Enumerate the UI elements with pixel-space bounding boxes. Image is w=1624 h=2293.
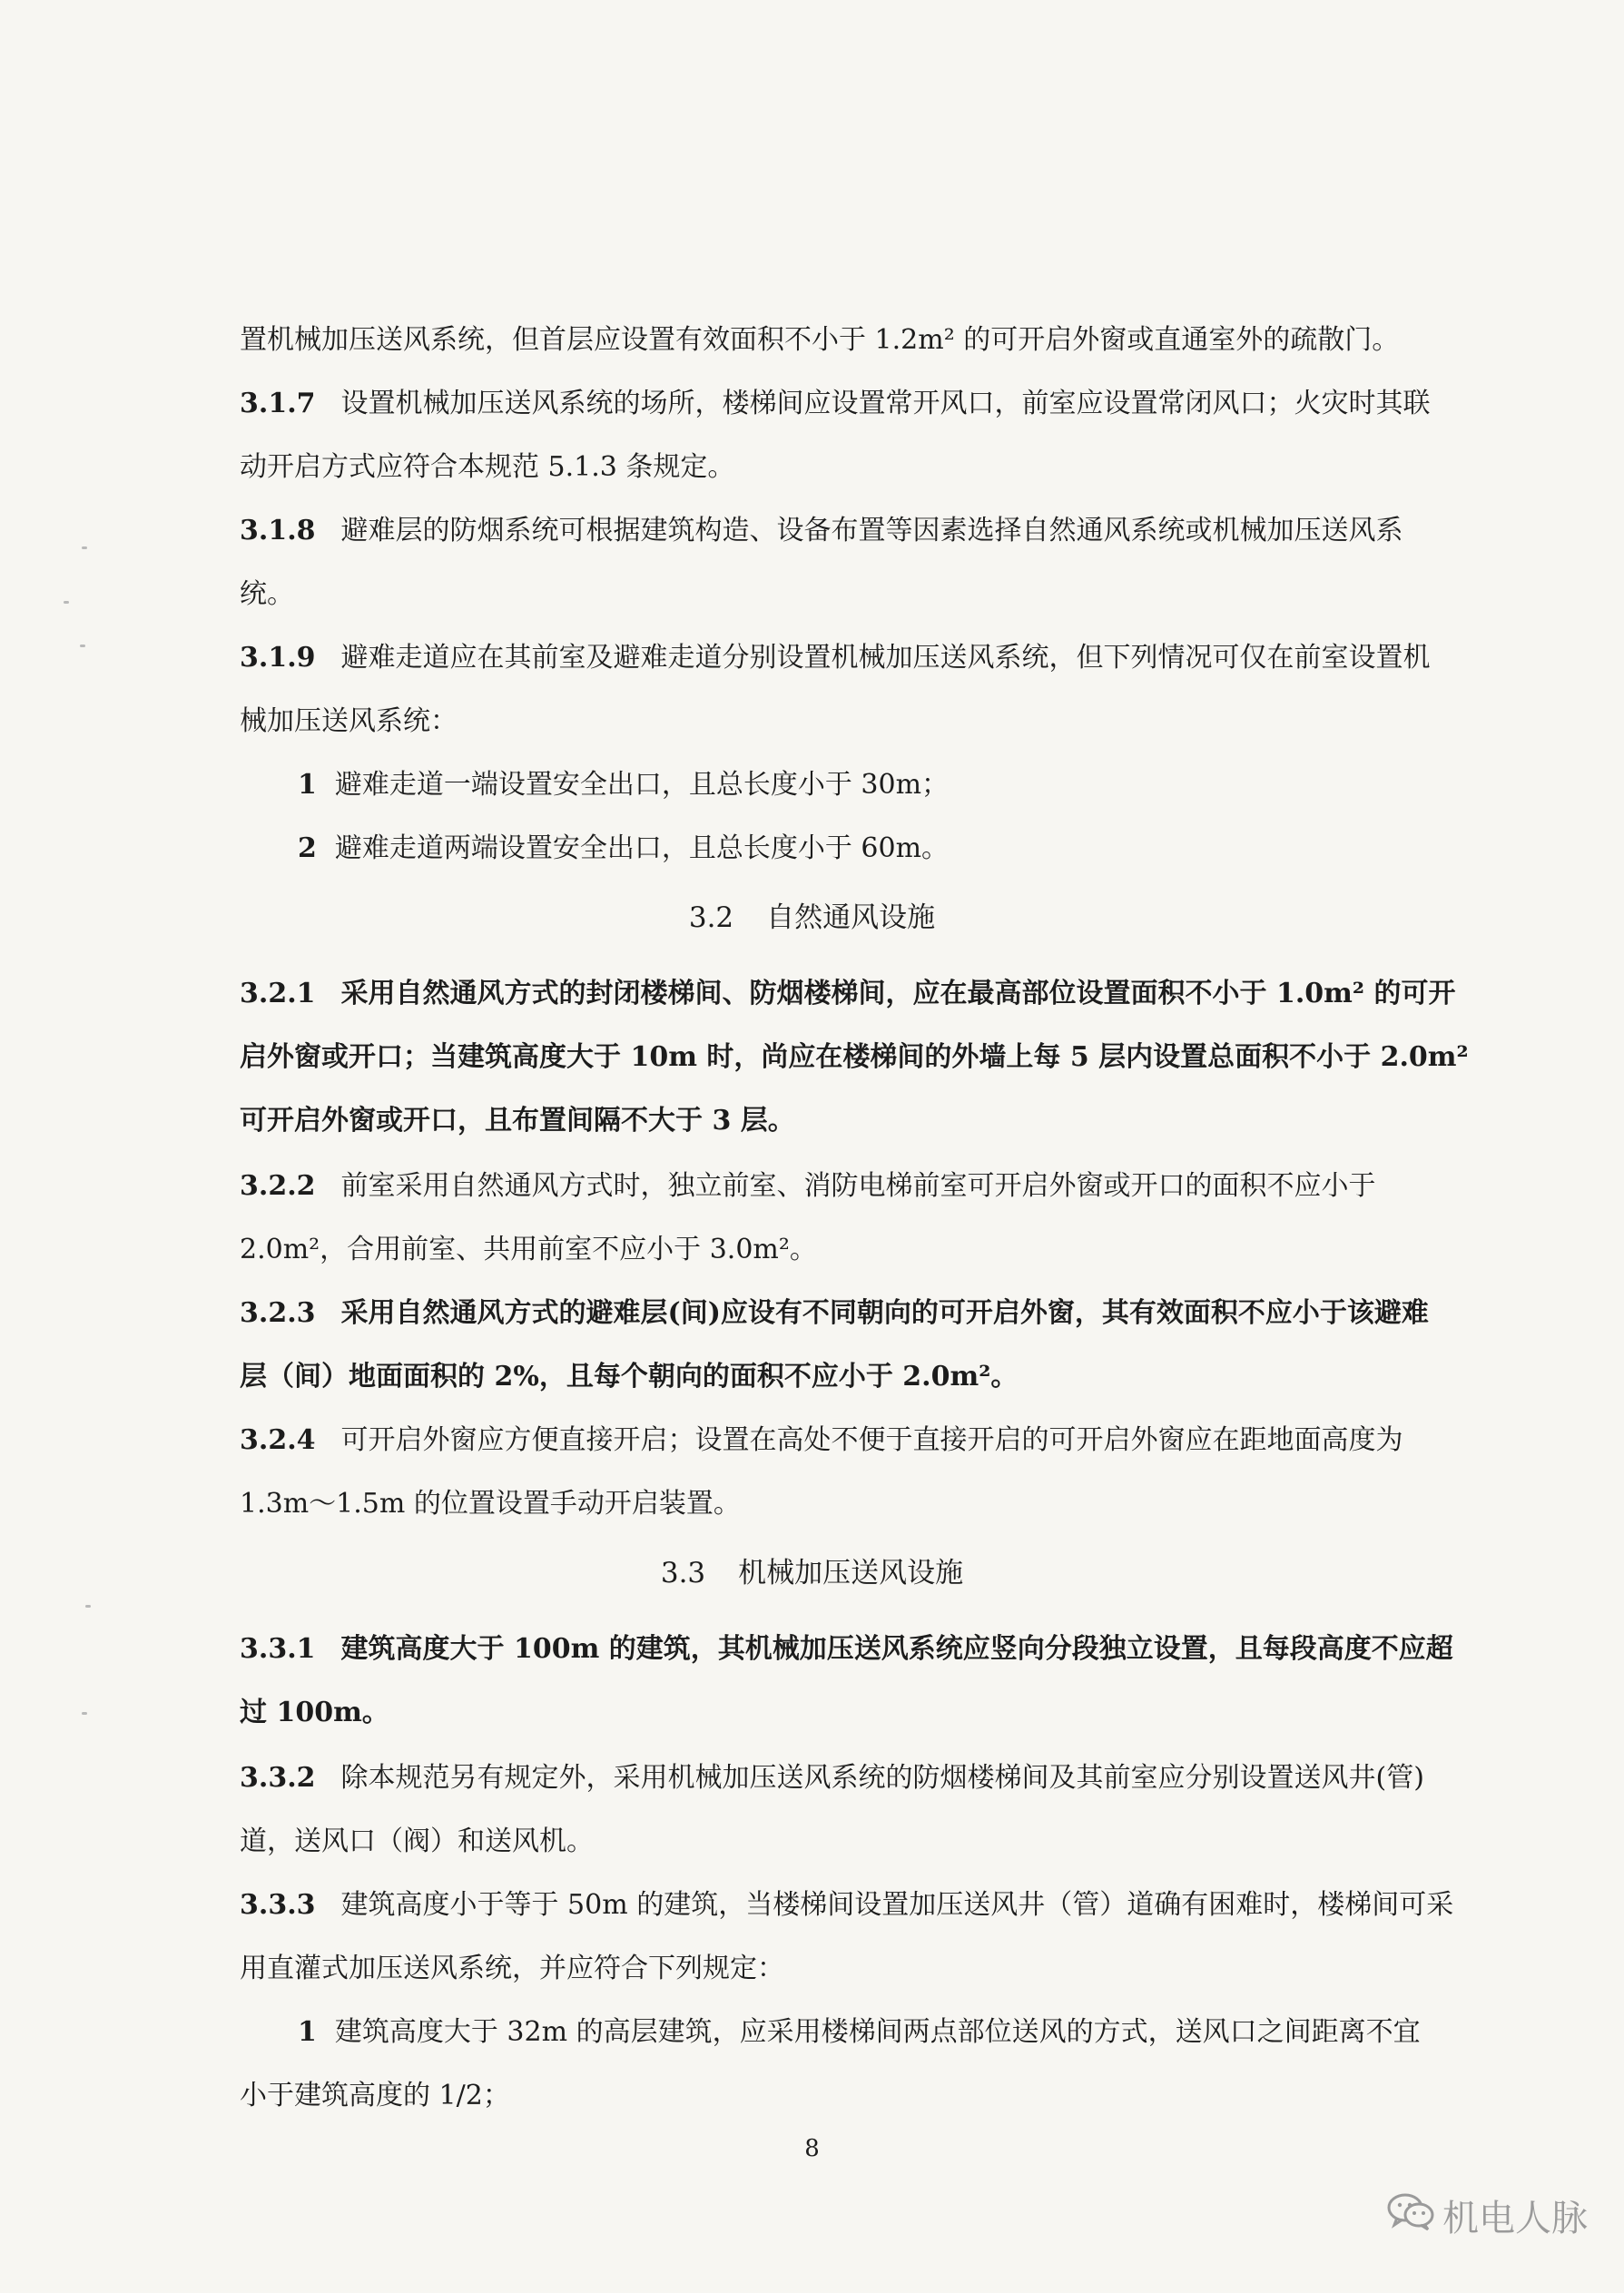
clause-3-2-2: 3.2.2 前室采用自然通风方式时，独立前室、消防电梯前室可开启外窗或开口的面积不应小于: [240, 1170, 1376, 1202]
clause-number: 3.3.3: [240, 1889, 316, 1921]
watermark-text: 机电人脉: [1442, 2198, 1588, 2239]
clause-3-3-2: 3.3.2 除本规范另有规定外，采用机械加压送风系统的防烟楼梯间及其前室应分别设置送风井(管): [240, 1762, 1424, 1794]
clause-3-1-9: 3.1.9 避难走道应在其前室及避难走道分别设置机械加压送风系统，但下列情况可仅在前室设置机: [240, 642, 1431, 674]
clause-number: 3.3.1: [240, 1633, 316, 1665]
clause-3-2-3: 3.2.3 采用自然通风方式的避难层(间)应设有不同朝向的可开启外窗，其有效面积不应小于该避难: [240, 1297, 1429, 1329]
wechat-icon: [1386, 2191, 1435, 2240]
text-line: 械加压送风系统：: [240, 705, 458, 737]
text-line: 启外窗或开口；当建筑高度大于 10m 时，尚应在楼梯间的外墙上每 5 层内设置总面积不小于 2.0m²: [240, 1041, 1469, 1073]
clause-number: 3.2.4: [240, 1424, 316, 1456]
scan-speck: [82, 546, 87, 549]
scan-speck: [80, 645, 85, 647]
text-line: 用直灌式加压送风系统，并应符合下列规定：: [240, 1953, 784, 1984]
text-line: 置机械加压送风系统，但首层应设置有效面积不小于 1.2m² 的可开启外窗或直通室外的疏散门。: [240, 324, 1400, 356]
text-line: 动开启方式应符合本规范 5.1.3 条规定。: [240, 451, 735, 483]
list-number: 2: [298, 832, 317, 864]
section-heading-3-2: 3.2 自然通风设施: [688, 901, 936, 934]
text-line: 过 100m。: [240, 1697, 389, 1728]
list-item: 1 建筑高度大于 32m 的高层建筑，应采用楼梯间两点部位送风的方式，送风口之间距离不宜: [298, 2016, 1421, 2048]
text-line: 层（间）地面面积的 2%，且每个朝向的面积不应小于 2.0m²。: [240, 1361, 1019, 1393]
clause-3-1-8: 3.1.8 避难层的防烟系统可根据建筑构造、设备布置等因素选择自然通风系统或机械加压送风系: [240, 515, 1403, 546]
clause-3-2-4: 3.2.4 可开启外窗应方便直接开启；设置在高处不便于直接开启的可开启外窗应在距地面高度为: [240, 1424, 1403, 1456]
clause-number: 3.2.1: [240, 978, 316, 1009]
scan-speck: [85, 1605, 91, 1608]
clause-number: 3.3.2: [240, 1762, 316, 1794]
clause-3-2-1: 3.2.1 采用自然通风方式的封闭楼梯间、防烟楼梯间，应在最高部位设置面积不小于 1.0m² 的可开: [240, 978, 1456, 1009]
text-line: 小于建筑高度的 1/2；: [240, 2080, 510, 2111]
list-number: 1: [298, 2016, 317, 2048]
section-heading-3-3: 3.3 机械加压送风设施: [660, 1557, 964, 1589]
text-line: 道，送风口（阀）和送风机。: [240, 1826, 594, 1857]
page-number: 8: [804, 2135, 820, 2162]
clause-3-3-3: 3.3.3 建筑高度小于等于 50m 的建筑，当楼梯间设置加压送风井（管）道确有困难时，楼梯间可采: [240, 1889, 1454, 1921]
clause-number: 3.2.2: [240, 1170, 316, 1202]
clause-3-3-1: 3.3.1 建筑高度大于 100m 的建筑，其机械加压送风系统应竖向分段独立设置，且每段高度不应超: [240, 1633, 1453, 1665]
text-line: 可开启外窗或开口，且布置间隔不大于 3 层。: [240, 1105, 795, 1137]
clause-number: 3.1.9: [240, 642, 316, 674]
list-item: 1 避难走道一端设置安全出口，且总长度小于 30m；: [298, 769, 950, 801]
clause-number: 3.2.3: [240, 1297, 316, 1329]
scan-speck: [82, 1712, 87, 1715]
watermark: [1386, 2190, 1588, 2241]
text-line: 1.3m～1.5m 的位置设置手动开启装置。: [240, 1488, 741, 1520]
clause-3-1-7: 3.1.7 设置机械加压送风系统的场所，楼梯间应设置常开风口，前室应设置常闭风口；火灾时其联: [240, 388, 1431, 419]
scan-speck: [64, 601, 69, 604]
clause-number: 3.1.8: [240, 515, 316, 546]
text-line: 统。: [240, 578, 294, 610]
text-line: 2.0m²，合用前室、共用前室不应小于 3.0m²。: [240, 1234, 817, 1265]
list-number: 1: [298, 769, 317, 801]
list-item: 2 避难走道两端设置安全出口，且总长度小于 60m。: [298, 832, 950, 864]
clause-number: 3.1.7: [240, 388, 316, 419]
